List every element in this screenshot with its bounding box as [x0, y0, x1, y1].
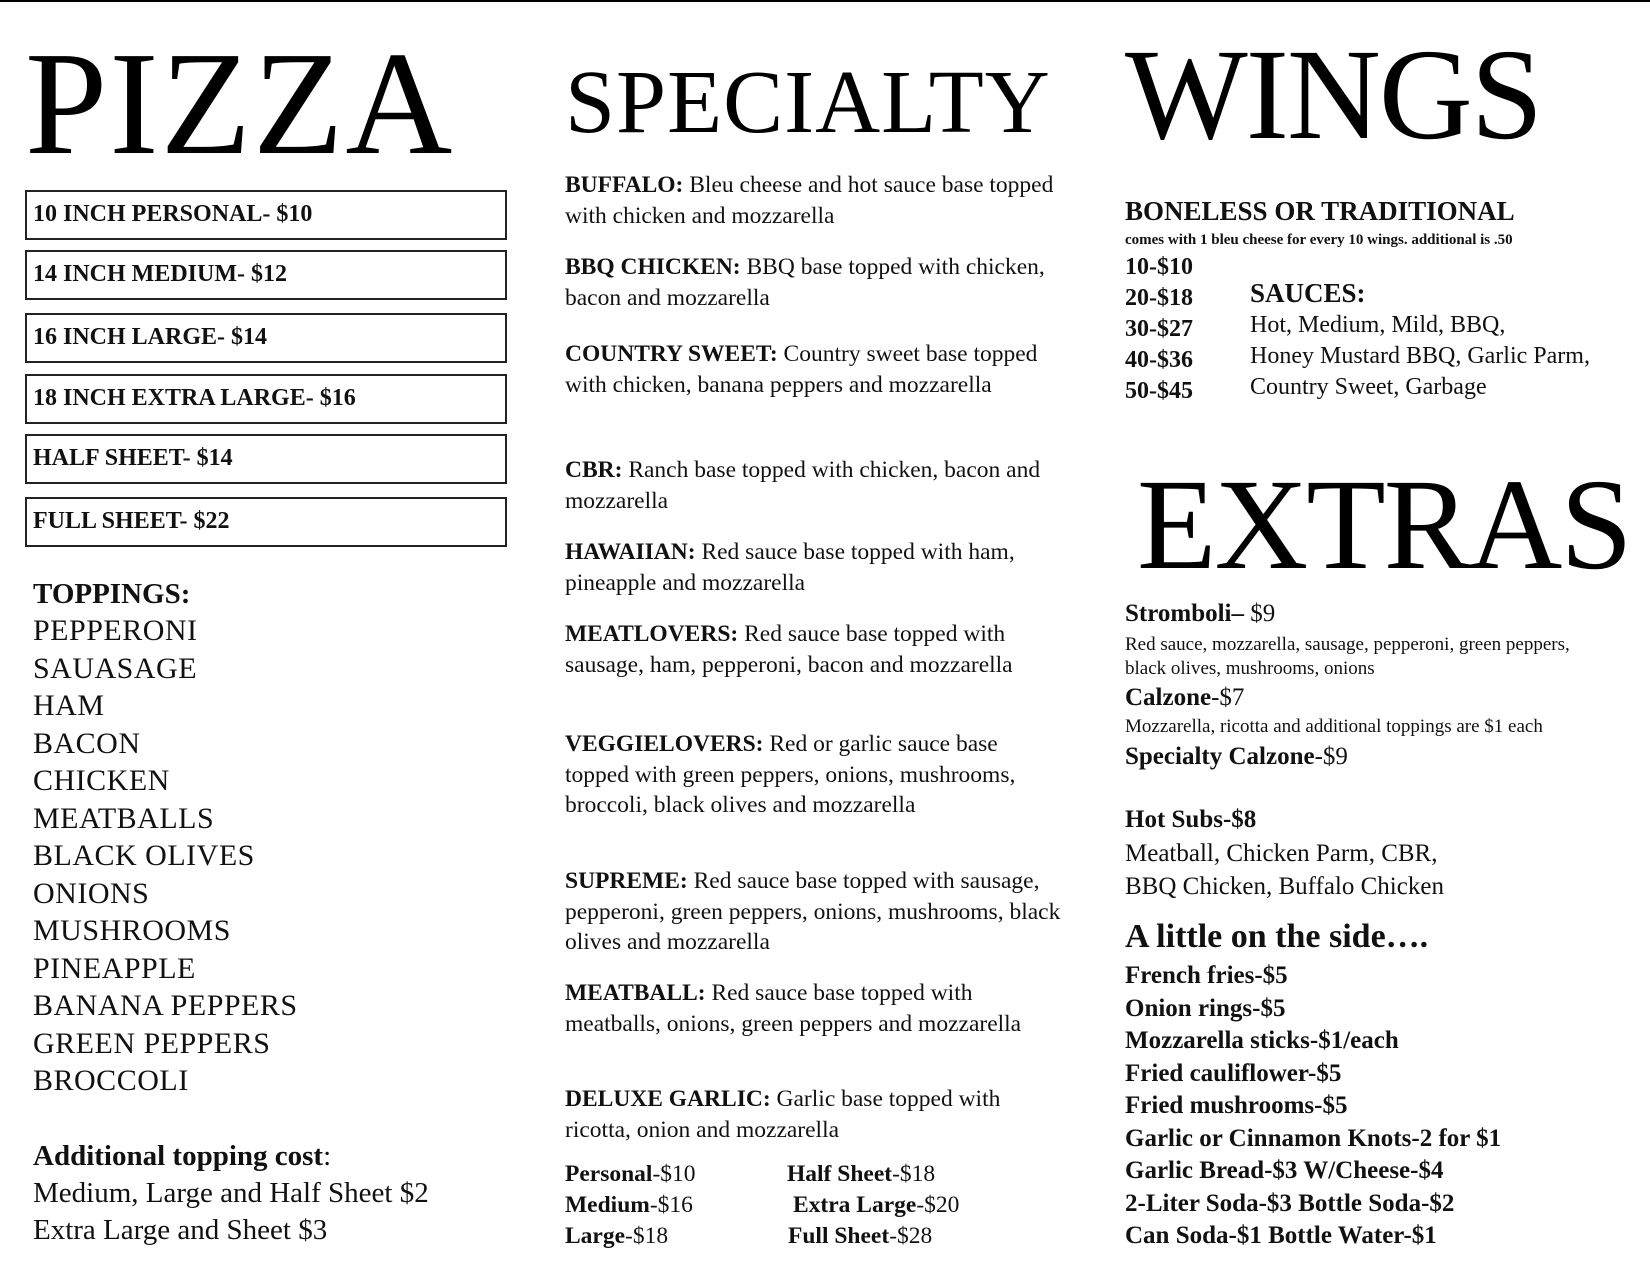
- pizza-title: PIZZA: [25, 22, 455, 186]
- specialty-size: Full Sheet: [788, 1223, 890, 1249]
- specialty-item-deluxe-garlic: [565, 1084, 1065, 1145]
- specialty-desc: Garlic base topped with ricotta, onion and mozzarella: [565, 1086, 1001, 1143]
- stromboli-desc: Red sauce, mozzarella, sausage, pepperoni, green peppers,: [1125, 634, 1570, 655]
- pizza-size-medium: 14 INCH MEDIUM- $12: [25, 250, 507, 300]
- wing-count-item: 20-$18: [1125, 285, 1193, 311]
- side-items-list: [1125, 960, 1501, 1253]
- specialty-name: MEATLOVERS:: [565, 621, 739, 647]
- side-item: Fried mushrooms-$5: [1125, 1092, 1348, 1119]
- stromboli-name: Stromboli–: [1125, 600, 1244, 627]
- pizza-size-personal: 10 INCH PERSONAL- $10: [25, 190, 507, 240]
- wing-count-item: 50-$45: [1125, 378, 1193, 404]
- hot-subs-line: BBQ Chicken, Buffalo Chicken: [1125, 873, 1444, 900]
- additional-topping-line: Medium, Large and Half Sheet $2: [33, 1177, 429, 1209]
- extras-title: EXTRAS: [1137, 453, 1631, 597]
- specialty-desc: Ranch base topped with chicken, bacon and mozzarella: [565, 457, 1041, 514]
- top-rule: [0, 0, 1650, 2]
- calzone-price: -$7: [1211, 684, 1245, 711]
- sauce-line: Honey Mustard BBQ, Garlic Parm,: [1250, 343, 1590, 369]
- side-item: Can Soda-$1 Bottle Water-$1: [1125, 1222, 1437, 1249]
- specialty-price-medium: [565, 1190, 693, 1220]
- pizza-size-half-sheet: HALF SHEET- $14: [25, 434, 507, 484]
- specialty-size: Extra Large: [793, 1192, 917, 1218]
- specialty-item-cbr: [565, 455, 1065, 516]
- specialty-name: CBR:: [565, 457, 623, 483]
- specialty-name: MEATBALL:: [565, 980, 706, 1006]
- calzone-name: Calzone: [1125, 684, 1212, 711]
- side-item: 2-Liter Soda-$3 Bottle Soda-$2: [1125, 1189, 1455, 1217]
- specialty-price-personal: [565, 1159, 696, 1189]
- specialty-title: SPECIALTY: [565, 53, 1051, 152]
- specialty-price-full-sheet: [788, 1221, 932, 1251]
- specialty-size: Personal: [565, 1161, 653, 1187]
- specialty-price: -$16: [649, 1192, 693, 1218]
- topping-item: MUSHROOMS: [33, 914, 231, 947]
- hot-subs-heading: Hot Subs-$8: [1125, 806, 1257, 833]
- toppings-list: [33, 612, 298, 1100]
- specialty-name: SUPREME:: [565, 868, 688, 894]
- topping-item: ONIONS: [33, 876, 150, 910]
- calzone-desc: Mozzarella, ricotta and additional toppings are $1 each: [1125, 716, 1543, 737]
- topping-item: GREEN PEPPERS: [33, 1026, 271, 1060]
- additional-topping-colon: :: [323, 1140, 332, 1172]
- pizza-size-extra-large: 18 INCH EXTRA LARGE- $16: [25, 374, 507, 424]
- wings-note: comes with 1 bleu cheese for every 10 wings. additional is .50: [1125, 232, 1513, 248]
- side-heading: A little on the side….: [1125, 918, 1429, 955]
- wings-heading: BONELESS OR TRADITIONAL: [1125, 196, 1515, 226]
- specialty-item-supreme: [565, 866, 1065, 958]
- wing-count-item: 30-$27: [1125, 316, 1193, 342]
- topping-item: BACON: [33, 726, 141, 760]
- side-item: Onion rings-$5: [1125, 994, 1286, 1022]
- specialty-desc: BBQ base topped with chicken, bacon and mozzarella: [565, 254, 1045, 311]
- specialty-calzone-price: -$9: [1314, 743, 1348, 770]
- specialty-size: Large: [565, 1223, 626, 1249]
- topping-item: CHICKEN: [33, 764, 170, 797]
- side-item: Garlic or Cinnamon Knots-2 for $1: [1125, 1124, 1502, 1152]
- sauce-line: Hot, Medium, Mild, BBQ,: [1250, 312, 1506, 338]
- specialty-price: -$18: [625, 1223, 669, 1249]
- sauce-line: Country Sweet, Garbage: [1250, 374, 1487, 400]
- side-item: French fries-$5: [1125, 962, 1288, 989]
- specialty-price: -$20: [916, 1192, 960, 1218]
- specialty-price: -$28: [889, 1223, 933, 1249]
- specialty-item-meatball: [565, 978, 1065, 1039]
- topping-item: MEATBALLS: [33, 801, 215, 835]
- topping-item: PINEAPPLE: [33, 951, 196, 985]
- specialty-desc: Red sauce base topped with sausage, pepperoni, green peppers, onions, mushrooms, black olives and mozzarella: [565, 868, 1061, 955]
- wing-count-item: 10-$10: [1125, 254, 1193, 280]
- side-item: Garlic Bread-$3 W/Cheese-$4: [1125, 1157, 1444, 1184]
- specialty-size: Medium: [565, 1192, 650, 1218]
- specialty-size: Half Sheet: [787, 1161, 893, 1187]
- wing-count-list: [1125, 252, 1193, 407]
- side-item: Mozzarella sticks-$1/each: [1125, 1027, 1399, 1054]
- specialty-name: COUNTRY SWEET:: [565, 341, 778, 367]
- hot-subs-line: Meatball, Chicken Parm, CBR,: [1125, 840, 1438, 867]
- topping-item: BANANA PEPPERS: [33, 989, 298, 1022]
- specialty-item-country-sweet: [565, 339, 1065, 400]
- specialty-price: -$10: [652, 1161, 696, 1187]
- specialty-name: VEGGIELOVERS:: [565, 731, 764, 757]
- additional-topping-heading: [33, 1140, 331, 1173]
- stromboli-price: $9: [1244, 600, 1276, 627]
- topping-item: HAM: [33, 689, 105, 722]
- specialty-calzone-name: Specialty Calzone: [1125, 743, 1315, 770]
- side-item: Fried cauliflower-$5: [1125, 1059, 1342, 1087]
- pizza-size-full-sheet: FULL SHEET- $22: [25, 497, 507, 547]
- pizza-size-large: 16 INCH LARGE- $14: [25, 313, 507, 363]
- specialty-price-extra-large: [793, 1190, 959, 1220]
- wings-title: WINGS: [1125, 23, 1542, 167]
- specialty-item-hawaiian: [565, 537, 1065, 598]
- topping-item: BROCCOLI: [33, 1064, 189, 1097]
- specialty-price-half-sheet: [787, 1159, 935, 1189]
- specialty-name: BBQ CHICKEN:: [565, 254, 741, 280]
- wing-count-item: 40-$36: [1125, 347, 1193, 373]
- specialty-desc: Country sweet base topped with chicken, banana peppers and mozzarella: [565, 341, 1038, 398]
- extras-specialty-calzone: [1125, 743, 1348, 771]
- specialty-item-buffalo: [565, 170, 1065, 231]
- stromboli-desc: black olives, mushrooms, onions: [1125, 658, 1375, 679]
- topping-item: SAUASAGE: [33, 651, 198, 685]
- specialty-desc: Red or garlic sauce base topped with green peppers, onions, mushrooms, broccoli, black olives and mozzarella: [565, 731, 1016, 818]
- topping-item: BLACK OLIVES: [33, 839, 255, 872]
- toppings-heading: TOPPINGS:: [33, 578, 191, 610]
- specialty-desc: Red sauce base topped with ham, pineapple and mozzarella: [565, 539, 1015, 596]
- specialty-name: HAWAIIAN:: [565, 539, 696, 565]
- specialty-name: BUFFALO:: [565, 172, 684, 198]
- specialty-item-meatlovers: [565, 619, 1065, 680]
- extras-calzone: [1125, 684, 1244, 712]
- topping-item: PEPPERONI: [33, 614, 198, 647]
- additional-topping-heading-text: Additional topping cost: [33, 1140, 324, 1172]
- extras-stromboli: [1125, 600, 1275, 628]
- specialty-desc: Red sauce base topped with sausage, ham, pepperoni, bacon and mozzarella: [565, 621, 1013, 678]
- specialty-price: -$18: [892, 1161, 936, 1187]
- specialty-desc: Bleu cheese and hot sauce base topped with chicken and mozzarella: [565, 172, 1054, 229]
- specialty-name: DELUXE GARLIC:: [565, 1086, 771, 1112]
- sauces-heading: SAUCES:: [1250, 278, 1366, 308]
- specialty-price-large: [565, 1221, 668, 1251]
- specialty-item-veggielovers: [565, 729, 1065, 821]
- additional-topping-line: Extra Large and Sheet $3: [33, 1214, 328, 1246]
- specialty-item-bbq-chicken: [565, 252, 1065, 313]
- specialty-desc: Red sauce base topped with meatballs, onions, green peppers and mozzarella: [565, 980, 1022, 1037]
